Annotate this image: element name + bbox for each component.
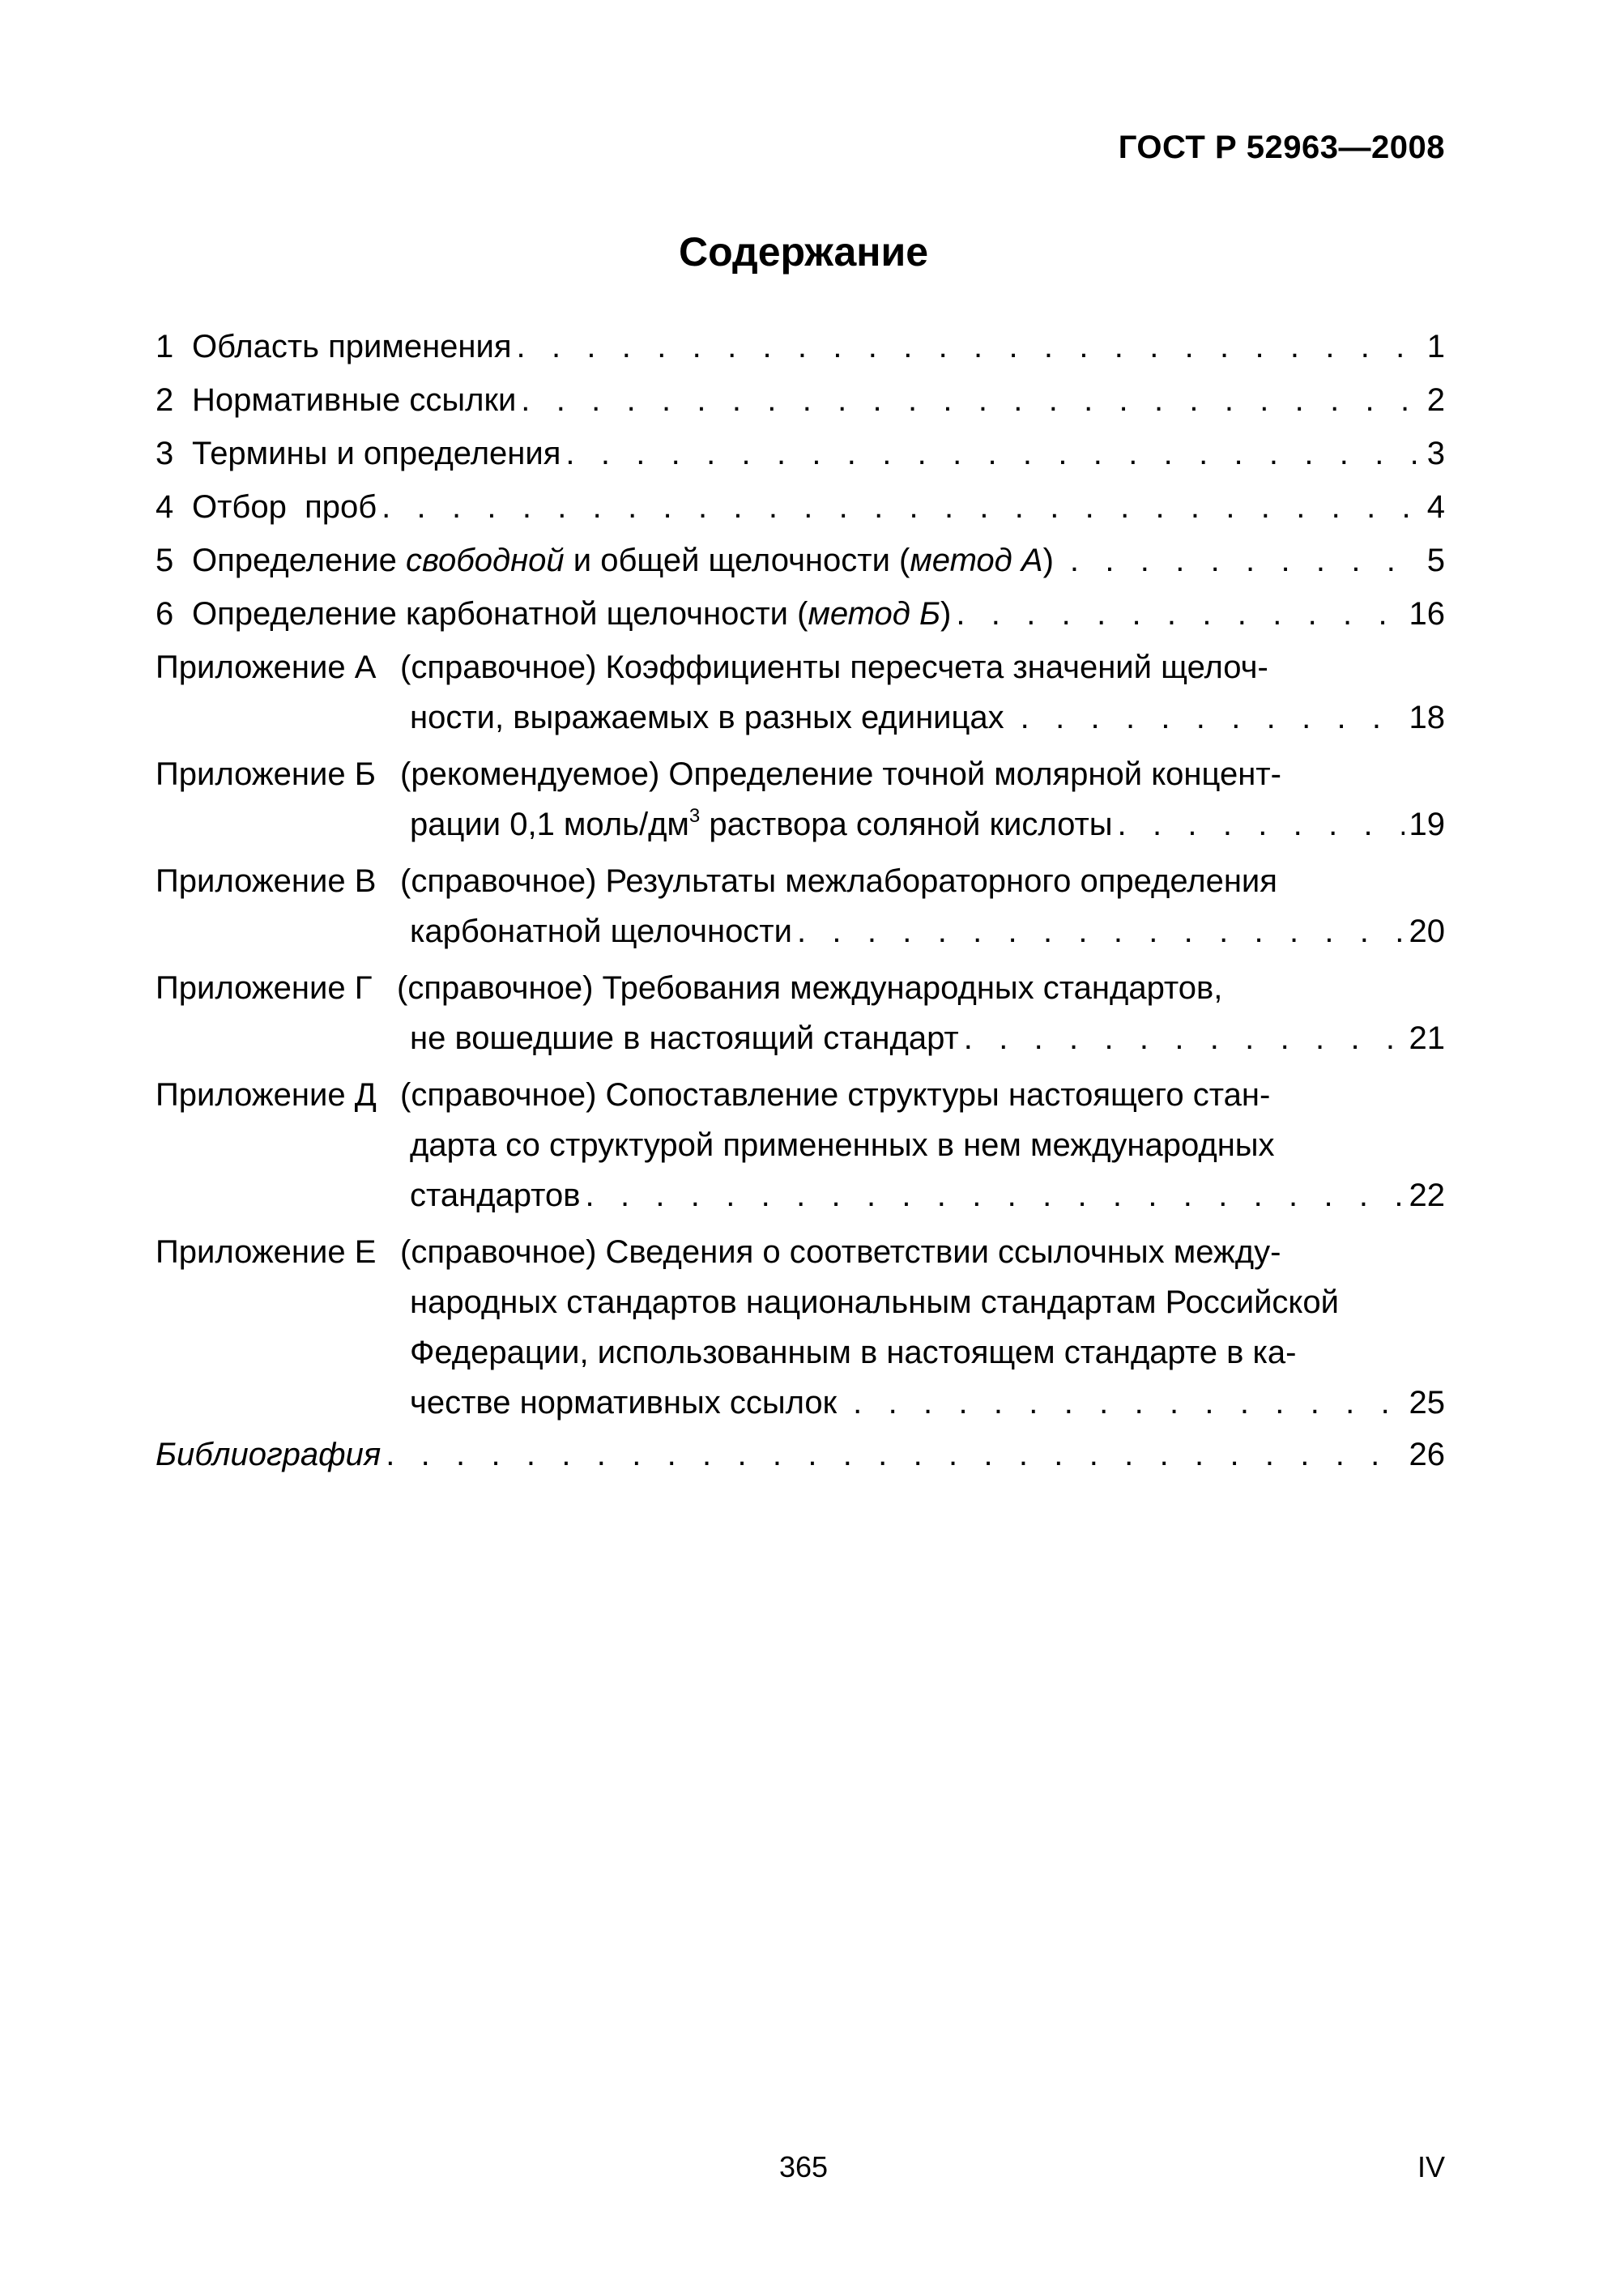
toc-entry-page: 20 [1409,914,1445,949]
toc-entry-label: Отбор проб [192,489,377,525]
dot-leader [386,1430,1404,1479]
toc-entry-page: 22 [1409,1178,1445,1213]
document-code: ГОСТ Р 52963—2008 [1118,130,1445,165]
toc-entry-page: 5 [1426,543,1445,578]
toc-entry-page: 3 [1426,436,1445,471]
toc-entry-number: 2 [156,382,174,418]
appendix-title-line: (справочное) Сведения о соответствии ссылочных между- [400,1234,1281,1270]
appendix-name: Приложение Д [156,1077,377,1113]
dot-leader [517,322,1416,371]
label-part: раствора соляной кислоты [700,807,1113,842]
appendix-title-line: ности, выражаемых в разных единицах [410,700,1004,735]
toc-entry-page: 21 [1409,1020,1445,1056]
superscript: 3 [688,805,701,827]
toc-entry-number: 4 [156,489,174,525]
roman-page-number: IV [1417,2150,1445,2183]
appendix-title-line: не вошедшие в настоящий стандарт [410,1020,959,1056]
appendix-title-line: (справочное) Требования международных стандартов, [397,970,1223,1006]
dot-leader [964,1014,1405,1063]
label-part: рации 0,1 моль/дм [410,807,689,842]
dot-leader [1021,693,1405,742]
dot-leader [586,1171,1405,1220]
dot-leader [956,590,1404,638]
dot-leader [853,1378,1404,1427]
appendix-title-line [410,800,1113,849]
appendix-title-line: честве нормативных ссылок [410,1385,838,1421]
toc-entry-6[interactable] [156,590,1445,643]
toc-entry-page: 16 [1409,596,1445,632]
label-italic: метод А [910,543,1043,578]
toc-entry-number: 6 [156,596,174,632]
appendix-title-line: (рекомендуемое) Определение точной молярной концент- [400,756,1281,792]
toc-appendix-v[interactable] [156,857,1445,957]
toc-appendix-g[interactable] [156,964,1445,1064]
appendix-title-line: Федерации, использованным в настоящем стандарте в ка- [410,1335,1297,1370]
toc-entry-label: Нормативные ссылки [192,382,517,418]
dot-leader [1118,800,1405,849]
toc-entry-4[interactable] [156,483,1445,536]
appendix-title-line: карбонатной щелочности [410,914,792,949]
dot-leader [797,907,1405,956]
appendix-title-line: стандартов [410,1178,581,1213]
toc-entry-page: 1 [1426,329,1445,364]
label-part: ) [1042,543,1054,578]
appendix-name: Приложение Г [156,970,373,1006]
toc-appendix-b[interactable] [156,750,1445,850]
appendix-name: Приложение А [156,650,377,685]
label-part: ) [940,596,952,632]
toc-entry-3[interactable] [156,429,1445,483]
toc-entry-page: 18 [1409,700,1445,735]
page-number: 365 [778,2150,829,2183]
label-part: и общей щелочности ( [564,543,910,578]
label-part: Определение карбонатной щелочности ( [192,596,808,632]
page-title: Содержание [678,229,929,275]
toc-entry-2[interactable] [156,376,1445,429]
table-of-contents [156,322,1445,1484]
appendix-title-line: дарта со структурой примененных в нем международных [410,1127,1275,1163]
toc-appendix-d[interactable] [156,1071,1445,1221]
toc-entry-1[interactable] [156,322,1445,376]
toc-entry-page: 19 [1409,807,1445,842]
appendix-title-line: (справочное) Коэффициенты пересчета значений щелоч- [400,650,1268,685]
toc-appendix-a[interactable] [156,643,1445,743]
toc-entry-bibliography[interactable] [156,1430,1445,1484]
label-part: Определение [192,543,407,578]
label-italic: метод Б [808,596,941,632]
toc-entry-page: 26 [1409,1437,1445,1472]
appendix-name: Приложение Е [156,1234,377,1270]
dot-leader [565,429,1416,478]
appendix-title-line: народных стандартов национальным стандартам Российской [410,1284,1339,1320]
label-italic: свободной [406,543,565,578]
dot-leader [1070,536,1416,585]
toc-entry-page: 4 [1426,489,1445,525]
appendix-title-line: (справочное) Сопоставление структуры настоящего стан- [400,1077,1271,1113]
toc-appendix-e[interactable] [156,1228,1445,1429]
toc-entry-page: 25 [1409,1385,1445,1421]
toc-entry-page: 2 [1426,382,1445,418]
dot-leader [521,376,1416,424]
toc-entry-number: 1 [156,329,174,364]
toc-entry-label: Область применения [192,329,512,364]
appendix-title-line: (справочное) Результаты межлабораторного определения [400,863,1277,899]
toc-entry-label [192,590,951,638]
toc-entry-label: Термины и определения [192,436,561,471]
toc-entry-number: 3 [156,436,174,471]
dot-leader [382,483,1416,531]
toc-entry-label [192,536,1054,585]
toc-entry-number: 5 [156,543,174,578]
toc-entry-5[interactable] [156,536,1445,590]
appendix-name: Приложение В [156,863,377,899]
appendix-name: Приложение Б [156,756,376,792]
toc-entry-label: Библиография [156,1437,382,1472]
